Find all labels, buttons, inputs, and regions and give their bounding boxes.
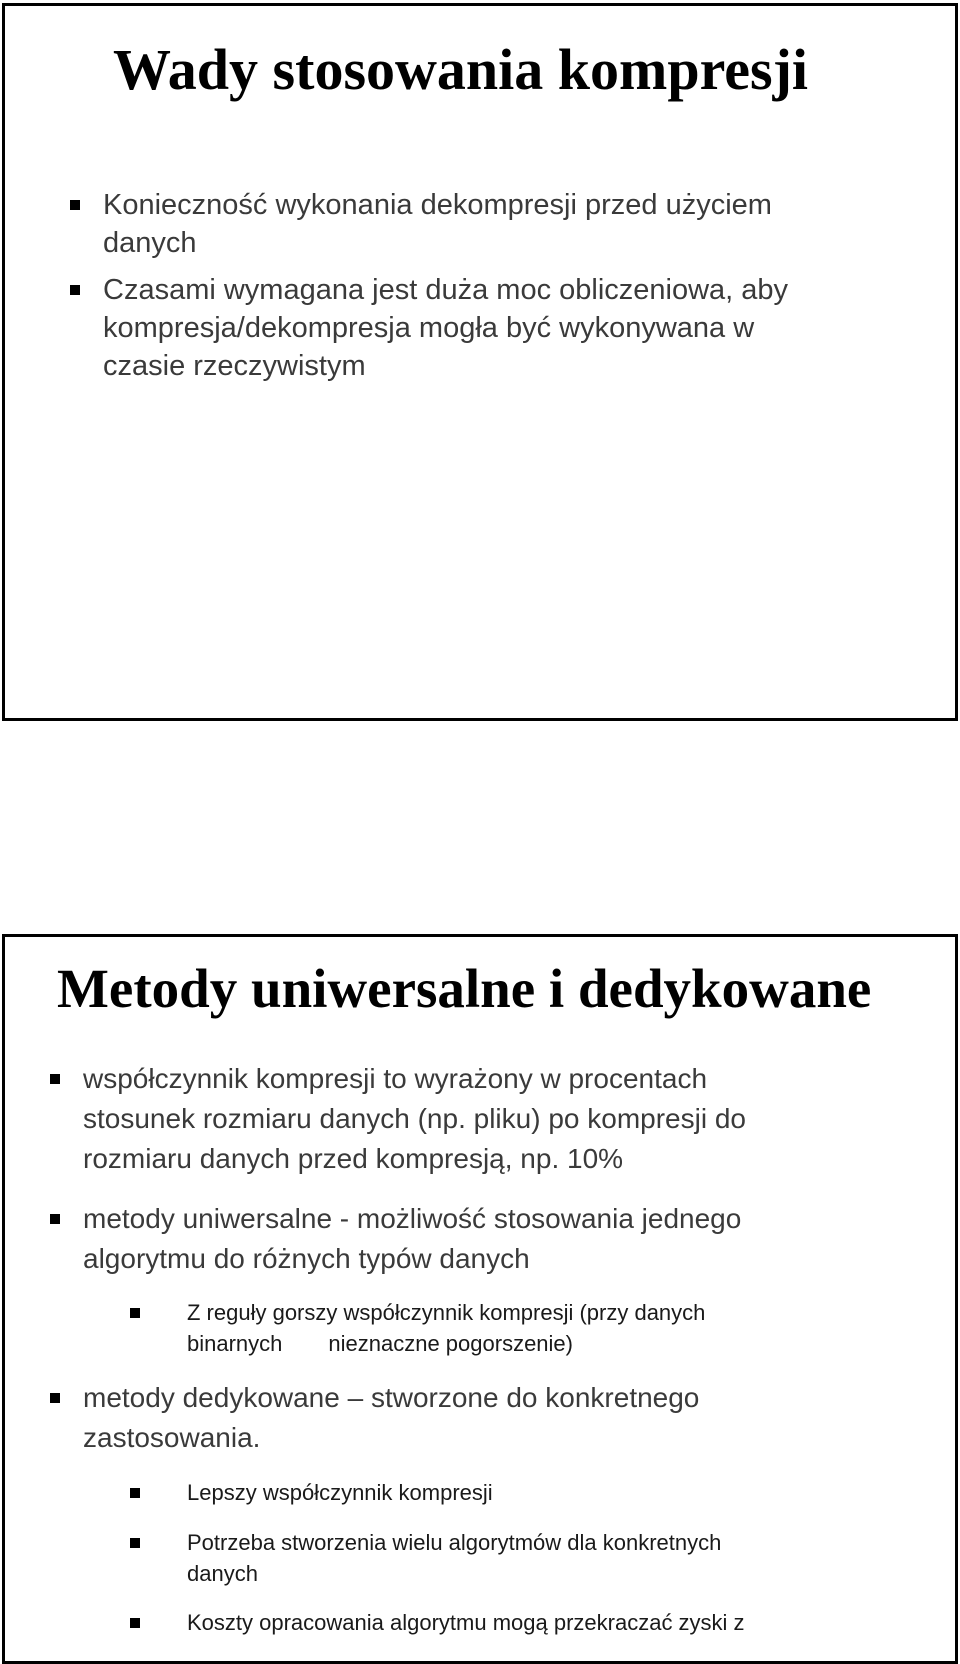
slide-1 bbox=[2, 3, 958, 721]
slide-2-subitem-better-ratio bbox=[187, 1477, 493, 1508]
slide-1-bullet-2 bbox=[103, 271, 788, 385]
slide-2-item-compression-ratio bbox=[83, 1059, 746, 1179]
square-bullet-icon bbox=[50, 1393, 60, 1403]
slide-2-subitem-costs bbox=[187, 1607, 745, 1638]
subitem-text-part: nieznaczne pogorszenie) bbox=[328, 1331, 573, 1356]
square-bullet-icon bbox=[50, 1214, 60, 1224]
bullet-text-line: kompresja/dekompresja mogła być wykonywana w bbox=[103, 312, 755, 344]
item-text-line: algorytmu do różnych typów danych bbox=[83, 1243, 530, 1274]
bullet-text-line: danych bbox=[103, 227, 197, 259]
subitem-text-line: Koszty opracowania algorytmu mogą przekraczać zyski z bbox=[187, 1610, 745, 1635]
square-bullet-icon bbox=[130, 1618, 140, 1628]
item-text-line: współczynnik kompresji to wyrażony w procentach bbox=[83, 1063, 708, 1094]
item-text-line: metody dedykowane – stworzone do konkretnego bbox=[83, 1382, 700, 1413]
subitem-text-line: danych bbox=[187, 1561, 258, 1586]
subitem-text-line: Potrzeba stworzenia wielu algorytmów dla konkretnych bbox=[187, 1530, 722, 1555]
bullet-text-line: Czasami wymagana jest duża moc obliczeniowa, aby bbox=[103, 274, 789, 306]
slide-2 bbox=[2, 934, 958, 1664]
square-bullet-icon bbox=[130, 1308, 140, 1318]
square-bullet-icon bbox=[130, 1488, 140, 1498]
square-bullet-icon bbox=[70, 285, 80, 295]
slide-2-item-dedicated-methods bbox=[83, 1378, 699, 1458]
slide-2-item-universal-methods bbox=[83, 1199, 741, 1279]
square-bullet-icon bbox=[70, 200, 80, 210]
item-text-line: rozmiaru danych przed kompresją, np. 10% bbox=[83, 1143, 624, 1174]
subitem-text-line: Lepszy współczynnik kompresji bbox=[187, 1480, 493, 1505]
slide-2-title: Metody uniwersalne i dedykowane bbox=[57, 958, 872, 1019]
slide-1-title: Wady stosowania kompresji bbox=[113, 37, 809, 102]
square-bullet-icon bbox=[130, 1538, 140, 1548]
slide-2-subitem-many-algorithms bbox=[187, 1527, 721, 1589]
item-text-line: metody uniwersalne - możliwość stosowania jednego bbox=[83, 1203, 742, 1234]
subitem-text-line bbox=[187, 1328, 705, 1359]
item-text-line: stosunek rozmiaru danych (np. pliku) po kompresji do bbox=[83, 1103, 746, 1134]
square-bullet-icon bbox=[50, 1074, 60, 1084]
subitem-text-line: Z reguły gorszy współczynnik kompresji (przy danych bbox=[187, 1300, 706, 1325]
subitem-text-part: binarnych bbox=[187, 1331, 283, 1356]
item-text-line: zastosowania. bbox=[83, 1422, 261, 1453]
slide-1-bullet-1 bbox=[103, 186, 772, 262]
bullet-text-line: Konieczność wykonania dekompresji przed użyciem bbox=[103, 189, 772, 221]
bullet-text-line: czasie rzeczywistym bbox=[103, 350, 366, 382]
slide-2-subitem-worse-ratio bbox=[187, 1297, 705, 1359]
